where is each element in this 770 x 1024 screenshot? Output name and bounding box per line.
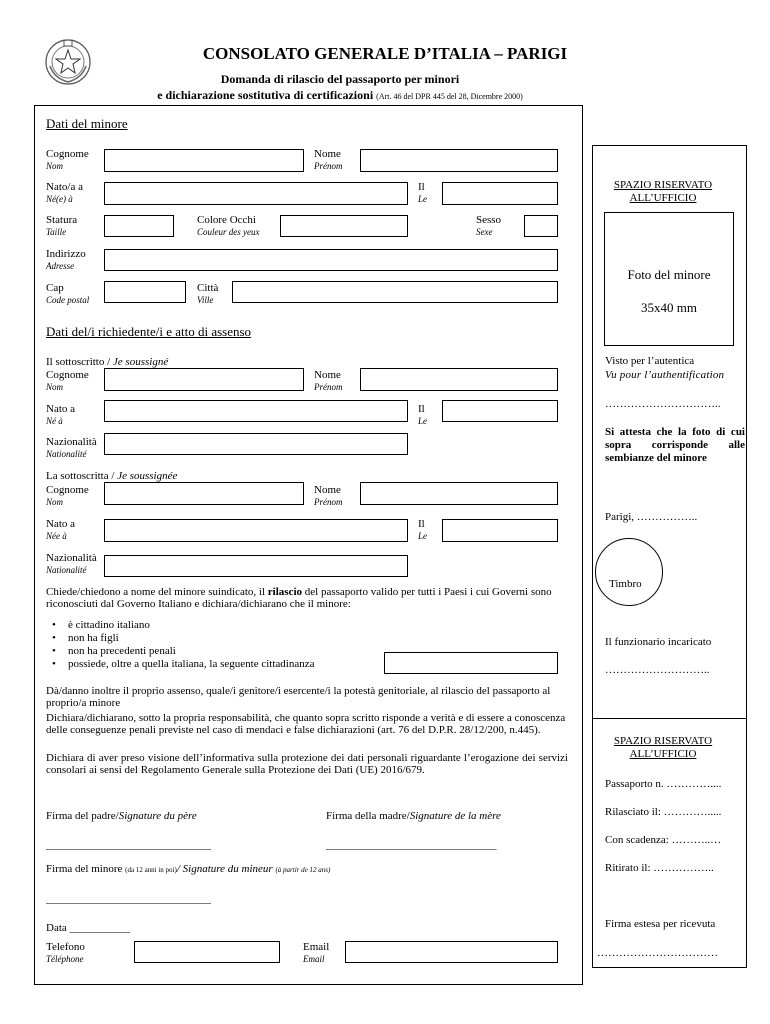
page-subtitle-2	[0, 88, 680, 103]
request-text-c: del passaporto valido per tutti i Paesi i cui Governi sono riconosciuti dal Governo Italiano e dichiara/dichiarano che il minore:	[46, 586, 552, 610]
mother-nome-field[interactable]	[360, 482, 558, 505]
minor-address-field[interactable]	[104, 249, 558, 271]
phone-field[interactable]	[134, 941, 280, 963]
mother-nazionalita-label: Nazionalità	[46, 552, 97, 564]
minor-indirizzo-label-fr: Adresse	[46, 261, 75, 271]
funzionario-label: Il funzionario incaricato	[605, 636, 712, 648]
office-reserved-title-2: SPAZIO RISERVATO ALL’UFFICIO	[613, 735, 713, 760]
father-signature-fr: Signature du père	[118, 810, 197, 822]
father-birthplace-field[interactable]	[104, 400, 408, 422]
minor-signature-line[interactable]: ______________________________	[46, 893, 211, 905]
main-form-frame	[34, 105, 583, 985]
telefono-label-fr: Téléphone	[46, 954, 84, 964]
office-divider	[592, 718, 747, 719]
rilasciato-label: Rilasciato il: ………….....	[605, 806, 722, 818]
father-intro	[46, 356, 168, 368]
office-reserved-title: SPAZIO RISERVATO ALL’UFFICIO	[613, 179, 713, 204]
minor-statura-label: Statura	[46, 214, 78, 226]
mother-il-label: Il	[418, 518, 425, 530]
email-label-fr: Email	[303, 954, 325, 964]
minor-nome-label: Nome	[314, 148, 341, 160]
photo-label: Foto del minore	[627, 267, 711, 282]
mother-nationality-field[interactable]	[104, 555, 408, 577]
list-item: • è cittadino italiano	[46, 619, 386, 632]
privacy-paragraph: Dichiara di aver preso visione dell’informativa sulla protezione dei dati personali riguardante l’erogazione dei servizi consolari ai sensi del Regolamento Generale sulla Protezione dei Dati (UE) 2016/679.	[46, 752, 568, 776]
father-signature-label	[46, 810, 197, 822]
mother-birthdate-field[interactable]	[442, 519, 558, 542]
father-il-label-fr: Le	[418, 416, 427, 426]
email-field[interactable]	[345, 941, 558, 963]
visto-label: Visto per l’autentica	[605, 355, 695, 367]
father-nationality-field[interactable]	[104, 433, 408, 455]
mother-intro	[46, 470, 177, 482]
minor-cognome-label-fr: Nom	[46, 161, 64, 171]
father-nazionalita-label-fr: Nationalité	[46, 449, 87, 459]
father-cognome-field[interactable]	[104, 368, 304, 391]
minor-sesso-label-fr: Sexe	[476, 227, 493, 237]
firma-ricevuta-dots: ……………………………	[597, 947, 718, 959]
minor-sesso-label: Sesso	[476, 214, 502, 226]
minor-signature-fr-note: (à partir de 12 ans)	[275, 866, 331, 874]
minor-sex-field[interactable]	[524, 215, 558, 237]
subtitle-2-note: (Art. 46 del DPR 445 del 28, Dicembre 2000)	[376, 92, 523, 101]
parigi-label: Parigi, ……………..	[605, 511, 698, 523]
request-text-a: Chiede/chiedono a nome del minore suindicato, il	[46, 586, 268, 598]
father-intro-it: Il sottoscritto /	[46, 356, 113, 368]
mother-signature-it: Firma della madre/	[326, 810, 410, 822]
minor-il-label-fr: Le	[418, 194, 427, 204]
email-label: Email	[303, 941, 330, 953]
father-nome-field[interactable]	[360, 368, 558, 391]
other-citizenship-field[interactable]	[384, 652, 558, 674]
subtitle-2-text: e dichiarazione sostitutiva di certificazioni	[157, 88, 374, 102]
mother-intro-it: La sottoscritta /	[46, 470, 118, 482]
father-nato-label-fr: Né à	[46, 416, 63, 426]
father-nato-label: Nato a	[46, 403, 76, 415]
request-paragraph	[46, 586, 566, 610]
minor-signature-fr: / Signature du mineur	[176, 863, 276, 875]
declaration-list	[46, 619, 386, 671]
applicants-section-title: Dati del/i richiedente/i e atto di assenso	[46, 324, 252, 339]
visto-label-fr: Vu pour l’authentification	[605, 369, 725, 381]
consent-paragraph: Dà/danno inoltre il proprio assenso, quale/i genitore/i esercente/i la potestà genitoriale, al rilascio del passaporto al proprio/a minore	[46, 685, 551, 709]
minor-birthplace-field[interactable]	[104, 182, 408, 205]
minor-cognome-label: Cognome	[46, 148, 89, 160]
minor-section-title: Dati del minore	[46, 116, 128, 131]
mother-intro-fr: Je soussignée	[117, 470, 178, 482]
father-intro-fr: Je soussigné	[112, 356, 169, 368]
stamp-circle	[595, 538, 663, 606]
minor-statura-label-fr: Taille	[46, 227, 67, 237]
mother-nato-label-fr: Née à	[46, 531, 67, 541]
mother-nome-label-fr: Prénom	[314, 497, 343, 507]
mother-nazionalita-label-fr: Nationalité	[46, 565, 87, 575]
mother-signature-label	[326, 810, 501, 822]
minor-nato-label: Nato/a a	[46, 181, 83, 193]
passaporto-label: Passaporto n. …………....	[605, 778, 722, 790]
mother-cognome-label: Cognome	[46, 484, 89, 496]
mother-cognome-label-fr: Nom	[46, 497, 64, 507]
mother-signature-line[interactable]: _______________________________	[326, 839, 497, 851]
mother-il-label-fr: Le	[418, 531, 427, 541]
list-item: • non ha precedenti penali	[46, 645, 386, 658]
list-item: • non ha figli	[46, 632, 386, 645]
minor-occhi-label: Colore Occhi	[197, 214, 256, 226]
father-cognome-label-fr: Nom	[46, 382, 64, 392]
minor-city-field[interactable]	[232, 281, 558, 303]
timbro-label: Timbro	[609, 578, 642, 590]
minor-citta-label-fr: Ville	[197, 295, 214, 305]
visto-dots: …………………………..	[605, 398, 721, 410]
page-subtitle: Domanda di rilascio del passaporto per minori	[220, 72, 460, 86]
minor-nato-label-fr: Né(e) à	[46, 194, 73, 204]
father-signature-line[interactable]: ______________________________	[46, 839, 211, 851]
firma-ricevuta-label: Firma estesa per ricevuta	[605, 918, 716, 930]
page-title: CONSOLATO GENERALE D’ITALIA – PARIGI	[202, 44, 568, 63]
minor-nome-field[interactable]	[360, 149, 558, 172]
mother-signature-fr: Signature de la mère	[409, 810, 501, 822]
funzionario-dots: ………………………..	[605, 664, 710, 676]
minor-nome-label-fr: Prénom	[314, 161, 343, 171]
minor-birthdate-field[interactable]	[442, 182, 558, 205]
mother-birthplace-field[interactable]	[104, 519, 408, 542]
responsibility-paragraph: Dichiara/dichiarano, sotto la propria responsabilità, che quanto sopra scritto risponde a verità e di essere a conoscenza delle conseguenze penali previste nel caso di mendaci e false dichiarazioni (art. 76 del D.P.R. 28/12/200, n.445).	[46, 712, 566, 736]
ritirato-label: Ritirato il: ……………..	[605, 862, 714, 874]
date-label-text: Data	[46, 922, 70, 934]
minor-occhi-label-fr: Couleur des yeux	[197, 227, 260, 237]
minor-il-label: Il	[418, 181, 425, 193]
father-cognome-label: Cognome	[46, 369, 89, 381]
date-line[interactable]: ___________	[69, 922, 131, 934]
father-nome-label-fr: Prénom	[314, 382, 343, 392]
father-il-label: Il	[418, 403, 425, 415]
minor-citta-label: Città	[197, 282, 219, 294]
photo-size: 35x40 mm	[641, 300, 697, 315]
father-birthdate-field[interactable]	[442, 400, 558, 422]
request-text-rilascio: rilascio	[267, 586, 302, 598]
father-nome-label: Nome	[314, 369, 341, 381]
minor-cap-label-fr: Code postal	[46, 295, 90, 305]
minor-indirizzo-label: Indirizzo	[46, 248, 86, 260]
minor-eye-color-field[interactable]	[280, 215, 408, 237]
minor-cognome-field[interactable]	[104, 149, 304, 172]
minor-signature-note: (da 12 anni in poi)	[125, 866, 177, 874]
telefono-label: Telefono	[46, 941, 85, 953]
mother-cognome-field[interactable]	[104, 482, 304, 505]
minor-signature-it: Firma del minore	[46, 863, 126, 875]
date-label	[46, 922, 130, 934]
father-signature-it: Firma del padre/	[46, 810, 119, 822]
minor-postal-code-field[interactable]	[104, 281, 186, 303]
minor-signature-label	[46, 863, 330, 876]
minor-height-field[interactable]	[104, 215, 174, 237]
mother-nato-label: Nato a	[46, 518, 76, 530]
father-nazionalita-label: Nazionalità	[46, 436, 97, 448]
attestation-text: Si attesta che la foto di cui sopra corrisponde alle sembianze del minore	[605, 426, 745, 464]
scadenza-label: Con scadenza: ………..…	[605, 834, 722, 846]
minor-cap-label: Cap	[46, 282, 64, 294]
mother-nome-label: Nome	[314, 484, 341, 496]
list-item: • possiede, oltre a quella italiana, la seguente cittadinanza	[46, 658, 386, 671]
